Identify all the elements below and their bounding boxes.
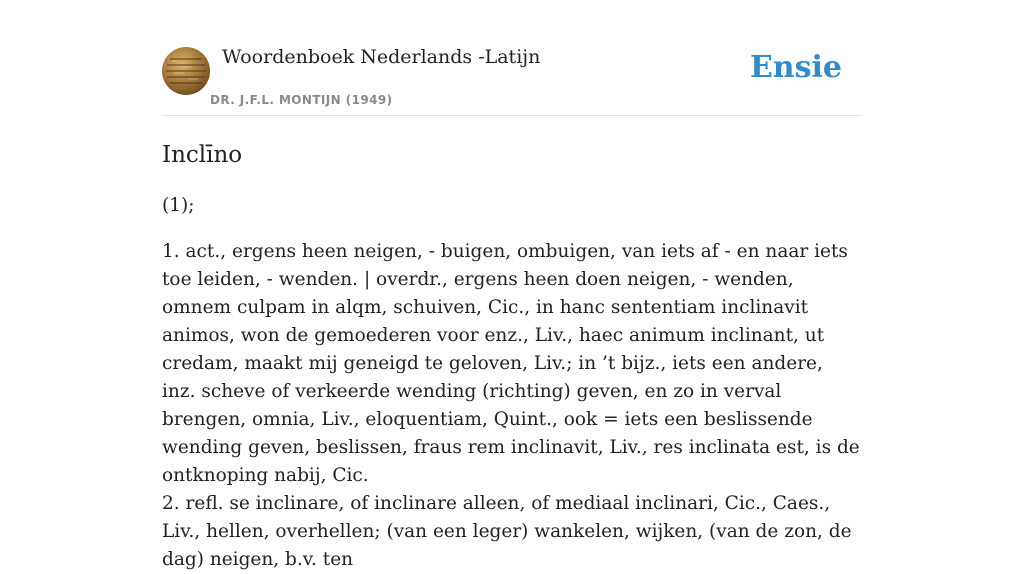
book-title[interactable]: Woordenboek Nederlands -Latijn xyxy=(222,46,541,68)
entry-body xyxy=(162,238,862,574)
brand-logo[interactable]: Ensie xyxy=(749,50,842,85)
book-logo-icon[interactable] xyxy=(162,47,210,95)
entry-sense-2: 2. refl. se inclinare, of inclinare alleen, of mediaal inclinari, Cic., Caes., Liv., hellen, overhellen; (van een leger) wankelen, wijken, (van de zon, de dag) neigen, b.v. ten xyxy=(162,493,852,570)
book-author: DR. J.F.L. MONTIJN (1949) xyxy=(210,93,393,107)
book-header xyxy=(162,0,862,116)
entry-sense-note: (1); xyxy=(162,195,195,216)
entry-sense-1: 1. act., ergens heen neigen, - buigen, ombuigen, van iets af - en naar iets toe leiden, - wenden. | overdr., ergens heen doen neigen, - wenden, omnem culpam in alqm, schuiven, Cic., in hanc sententiam inclinavit animos, won de gemoederen voor enz., Liv., haec animum inclinant, ut credam, maakt mij geneigd te geloven, Liv.; in ’t bijz., iets een andere, inz. scheve of verkeerde wending (richting) geven, en zo in verval brengen, omnia, Liv., eloquentiam, Quint., ook = iets een beslissende wending geven, beslissen, fraus rem inclinavit, Liv., res inclinata est, is de ontknoping nabij, Cic. xyxy=(162,241,860,486)
entry-content xyxy=(162,116,862,574)
entry-headword: Inclīno xyxy=(162,142,243,168)
